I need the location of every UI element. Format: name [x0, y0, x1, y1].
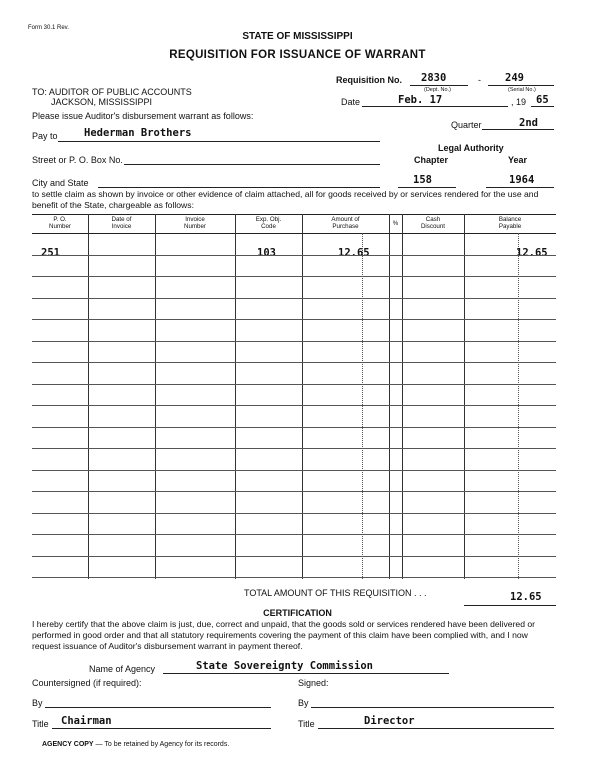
col-header-percent: %	[392, 220, 399, 227]
instruction-text: Please issue Auditor's disbursement warrant as follows:	[32, 111, 254, 121]
title-label-right: Title	[298, 719, 315, 729]
form-number: Form 30.1 Rev.	[28, 25, 69, 31]
table-row-rule	[32, 405, 556, 406]
serial-number-field[interactable]: 249	[505, 72, 524, 84]
countersigned-label: Countersigned (if required):	[32, 678, 142, 688]
col-header-invoice-date: Date of Invoice	[111, 216, 132, 230]
form-title: REQUISITION FOR ISSUANCE OF WARRANT	[169, 49, 426, 61]
date-field[interactable]: Feb. 17	[398, 94, 443, 106]
requisition-label: Requisition No.	[336, 75, 402, 85]
authority-year-field[interactable]: 1964	[509, 174, 535, 186]
title-field-right[interactable]: Director	[364, 715, 415, 727]
row-balance[interactable]: 12.65	[516, 247, 548, 259]
agency-name-label: Name of Agency	[89, 664, 156, 674]
certification-text: I hereby certify that the above claim is just, due, correct and unpaid, that the goods sold or services rendered have been delivered or performed in good order and that all statutory requirements covering the payment of this claim have been complied with, and I now request issuance of Auditor's disbursement warrant in payment thereof.	[32, 619, 536, 651]
col-header-exp-code: Exp. Obj. Code	[255, 216, 282, 230]
line-items-table	[32, 214, 556, 603]
title-label-left: Title	[32, 719, 49, 729]
table-row-rule	[32, 276, 556, 277]
settle-claim-text: to settle claim as shown by invoice or other evidence of claim attached, all for goods received by or services rendered for the use and benefit of the State, chargeable as follows:	[32, 189, 539, 210]
col-header-invoice-number: Invoice Number	[183, 216, 206, 230]
quarter-label: Quarter	[451, 120, 482, 130]
by-label-left: By	[32, 698, 43, 708]
signed-label: Signed:	[298, 678, 329, 688]
date-year-field[interactable]: 65	[536, 94, 549, 106]
col-header-discount: Cash Discount	[420, 216, 446, 230]
table-row-rule	[32, 384, 556, 385]
state-heading: STATE OF MISSISSIPPI	[242, 31, 353, 42]
agency-name-field[interactable]: State Sovereignty Commission	[196, 660, 374, 672]
table-row-rule	[32, 319, 556, 320]
dept-number-field[interactable]: 2830	[421, 72, 447, 84]
pay-to-label: Pay to	[32, 131, 58, 141]
row-amount[interactable]: 12.65	[338, 247, 370, 259]
by-label-right: By	[298, 698, 309, 708]
row-exp-code[interactable]: 103	[257, 247, 276, 259]
pay-to-field[interactable]: Hederman Brothers	[84, 127, 192, 139]
title-field-left[interactable]: Chairman	[61, 715, 112, 727]
table-row-rule	[32, 427, 556, 428]
table-row-rule	[32, 534, 556, 535]
serial-no-caption: (Serial No.)	[508, 87, 536, 93]
agency-copy-note: AGENCY COPY — To be retained by Agency for its records.	[42, 741, 230, 748]
chapter-label: Chapter	[414, 155, 449, 165]
table-row-rule	[32, 491, 556, 492]
table-row-rule	[32, 577, 556, 578]
street-label: Street or P. O. Box No.	[32, 155, 123, 165]
dept-no-caption: (Dept. No.)	[424, 87, 451, 93]
addressee-line-1: TO: AUDITOR OF PUBLIC ACCOUNTS	[32, 87, 192, 97]
table-row-rule	[32, 341, 556, 342]
table-row-rule	[32, 255, 556, 256]
total-amount[interactable]: 12.65	[510, 591, 542, 603]
table-row-rule	[32, 556, 556, 557]
table-row-rule	[32, 513, 556, 514]
date-label: Date	[341, 97, 361, 107]
chapter-field[interactable]: 158	[413, 174, 432, 186]
legal-authority-heading: Legal Authority	[438, 143, 504, 153]
table-row-rule	[32, 298, 556, 299]
table-row-rule	[32, 448, 556, 449]
col-header-amount: Amount of Purchase	[331, 216, 360, 230]
col-header-balance: Balance Payable	[498, 216, 522, 230]
requisition-dash: -	[478, 75, 481, 85]
table-row-rule	[32, 470, 556, 471]
col-header-po: P. O. Number	[48, 216, 71, 230]
row-po-number[interactable]: 251	[41, 247, 60, 259]
total-label: TOTAL AMOUNT OF THIS REQUISITION . . .	[244, 588, 427, 598]
certification-heading: CERTIFICATION	[263, 608, 332, 618]
year-label: Year	[508, 155, 528, 165]
quarter-field[interactable]: 2nd	[519, 117, 538, 129]
city-state-label: City and State	[32, 178, 89, 188]
year-prefix: , 19	[511, 97, 527, 107]
addressee-line-2: JACKSON, MISSISSIPPI	[51, 97, 153, 107]
table-row-rule	[32, 362, 556, 363]
